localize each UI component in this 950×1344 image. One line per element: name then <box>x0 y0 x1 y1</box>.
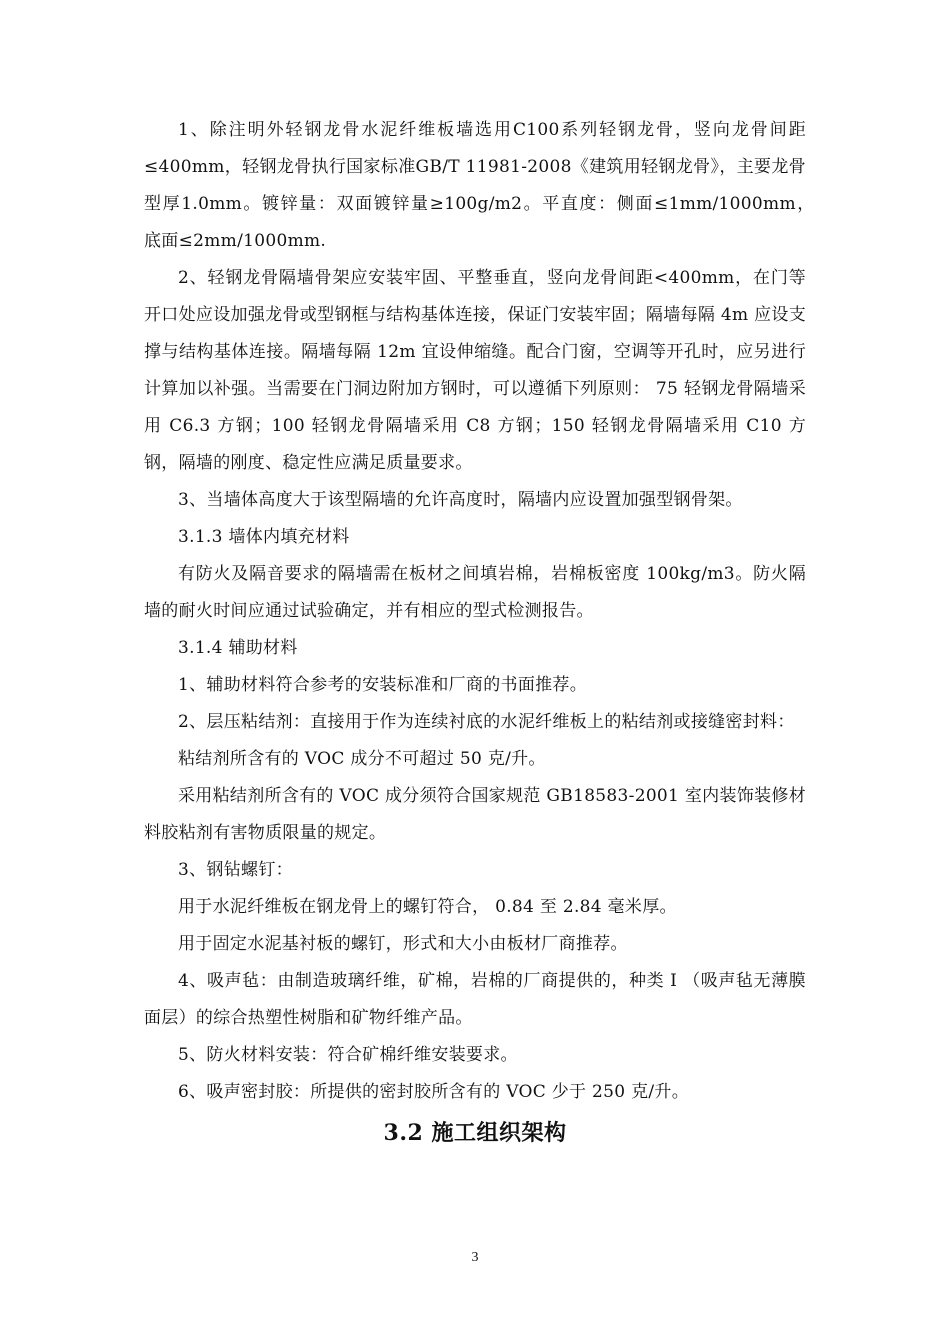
paragraph-item-2: 2、轻钢龙骨隔墙骨架应安装牢固、平整垂直，竖向龙骨间距<400mm，在门等开口处应设加强龙骨或型钢框与结构基体连接，保证门安装牢固；隔墙每隔 4m 应设支撑与结构基体连接。隔墙每隔 12m 宜设伸缩缝。配合门窗，空调等开孔时，应另进行计算加以补强。当需要在门洞边附加方钢时，可以遵循下列原则： 75 轻钢龙骨隔墙采用 C6.3 方钢；100 轻钢龙骨隔墙采用 C8 方钢；150 轻钢龙骨隔墙采用 C10 方钢，隔墙的刚度、稳定性应满足质量要求。 <box>144 268 806 473</box>
paragraph-aux-1: 1、辅助材料符合参考的安装标准和厂商的书面推荐。 <box>178 675 588 695</box>
paragraph-screw-spec: 用于水泥纤维板在钢龙骨上的螺钉符合， 0.84 至 2.84 毫米厚。 <box>178 897 677 917</box>
paragraph-fill-material: 有防火及隔音要求的隔墙需在板材之间填岩棉，岩棉板密度 100kg/m3。防火隔墙的耐火时间应通过试验确定，并有相应的型式检测报告。 <box>144 564 806 621</box>
paragraph-item-3: 3、当墙体高度大于该型隔墙的允许高度时，隔墙内应设置加强型钢骨架。 <box>178 490 743 510</box>
paragraph-aux-5: 5、防火材料安装：符合矿棉纤维安装要求。 <box>178 1045 518 1065</box>
paragraph-aux-6: 6、吸声密封胶：所提供的密封胶所含有的 VOC 少于 250 克/升。 <box>178 1082 690 1102</box>
subheading-3-1-3: 3.1.3 墙体内填充材料 <box>178 527 350 547</box>
body-text <box>144 112 824 1153</box>
section-heading: 3.2 施工组织架构 <box>383 1120 567 1146</box>
paragraph-voc-limit: 粘结剂所含有的 VOC 成分不可超过 50 克/升。 <box>178 749 546 769</box>
paragraph-voc-standard: 采用粘结剂所含有的 VOC 成分须符合国家规范 GB18583-2001 室内装饰装修材料胶粘剂有害物质限量的规定。 <box>144 786 806 843</box>
paragraph-item-1: 1、除注明外轻钢龙骨水泥纤维板墙选用C100系列轻钢龙骨，竖向龙骨间距≤400mm，轻钢龙骨执行国家标准GB/T 11981-2008《建筑用轻钢龙骨》，主要龙骨型厚1.0mm。镀锌量：双面镀锌量≥100g/m2。平直度：侧面≤1mm/1000mm， 底面≤2mm/1000mm. <box>144 120 824 251</box>
subheading-3-1-4: 3.1.4 辅助材料 <box>178 638 298 658</box>
paragraph-screw-fix: 用于固定水泥基衬板的螺钉，形式和大小由板材厂商推荐。 <box>178 934 628 954</box>
paragraph-aux-3: 3、钢钻螺钉： <box>178 860 293 880</box>
paragraph-aux-4: 4、吸声毡：由制造玻璃纤维，矿棉，岩棉的厂商提供的，种类 I （吸声毡无薄膜面层）的综合热塑性树脂和矿物纤维产品。 <box>144 971 806 1028</box>
page-number: 3 <box>471 1250 479 1265</box>
paragraph-aux-2: 2、层压粘结剂：直接用于作为连续衬底的水泥纤维板上的粘结剂或接缝密封料： <box>178 712 795 732</box>
